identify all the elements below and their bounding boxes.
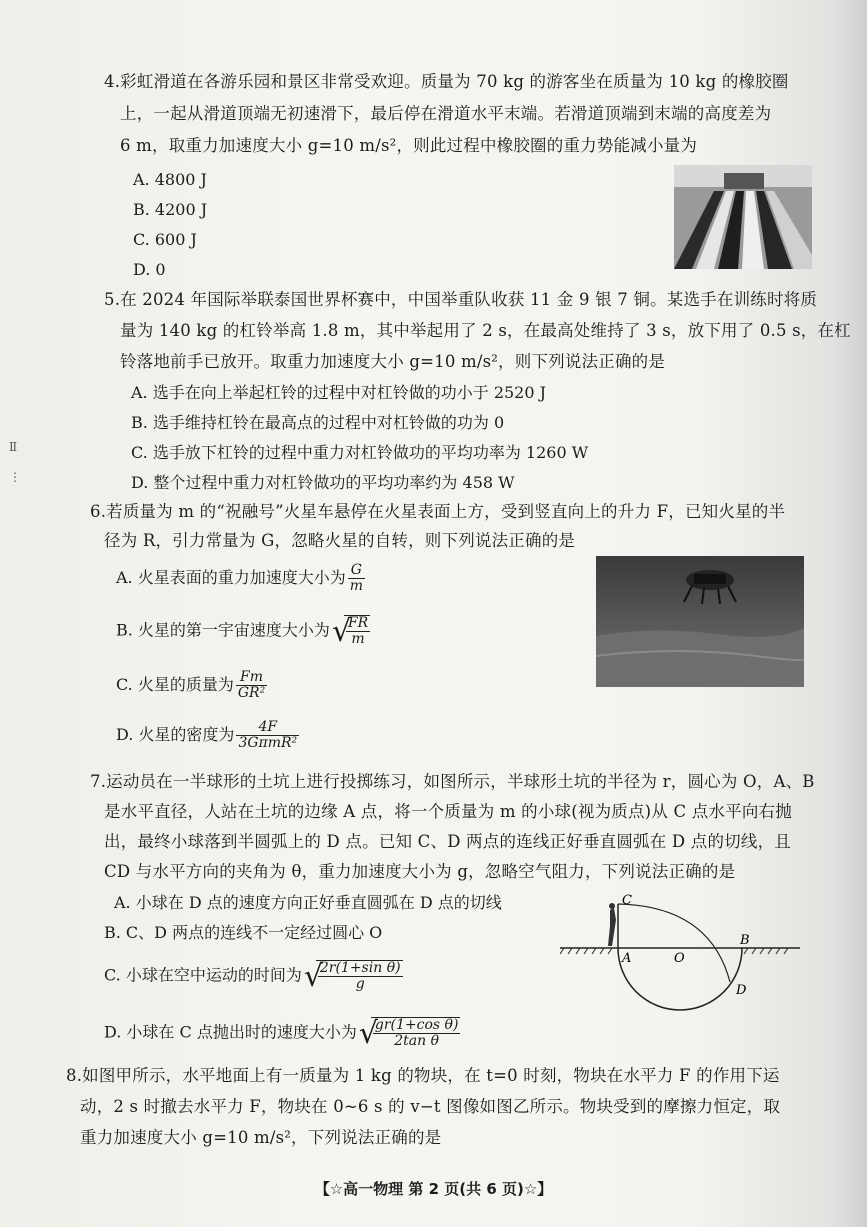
q7-line1: 7.运动员在一半球形的土坑上进行投掷练习，如图所示，半球形土坑的半径为 r，圆心为 O，A、B xyxy=(90,772,815,791)
label-d: D xyxy=(736,983,747,998)
q8-line3: 重力加速度大小 g=10 m/s²，下列说法正确的是 xyxy=(80,1128,442,1147)
q7-line4: CD 与水平方向的夹角为 θ，重力加速度大小为 g，忽略空气阻力，下列说法正确的是 xyxy=(104,862,736,881)
q6-option-c: C. 火星的质量为 $\frac{Fm}{\text{GR²}}$ xyxy=(116,669,266,701)
q4-option-b: B. 4200 J xyxy=(133,200,208,219)
rainbow-slide-photo xyxy=(674,165,812,269)
q4-line3: 6 m，取重力加速度大小 g=10 m/s²，则此过程中橡胶圈的重力势能减小量为 xyxy=(120,136,698,155)
hemisphere-pit-diagram xyxy=(560,890,800,1040)
q7-option-b: B. C、D 两点的连线不一定经过圆心 O xyxy=(104,923,383,942)
q6-line1: 6.若质量为 m 的“祝融号”火星车悬停在火星表面上方，受到竖直向上的升力 F，已知火星的半 xyxy=(90,502,786,521)
q7-line3: 出，最终小球落到半圆弧上的 D 点。已知 C、D 两点的连线正好垂直圆弧在 D 点的切线，且 xyxy=(104,832,791,851)
q5-line2: 量为 140 kg 的杠铃举高 1.8 m，其中举起用了 2 s，在最高处维持了 3 s，放下用了 0.5 s，在杠 xyxy=(120,321,851,340)
label-o: O xyxy=(674,951,685,966)
q5-line1: 5.在 2024 年国际举联泰国世界杯赛中，中国举重队收获 11 金 9 银 7 铜。某选手在训练时将质 xyxy=(104,290,818,309)
q4-line2: 上，一起从滑道顶端无初速滑下，最后停在滑道水平末端。若滑道顶端到末端的高度差为 xyxy=(120,104,772,123)
q5-line3: 铃落地前手已放开。取重力加速度大小 g=10 m/s²，则下列说法正确的是 xyxy=(120,352,666,371)
label-a: A xyxy=(622,951,632,966)
q4-option-a: A. 4800 J xyxy=(133,170,207,189)
q7-option-c: C. 小球在空中运动的时间为 √ $\frac{\text{2r(1+sin θ)}}{g}$ xyxy=(104,959,401,994)
q7-option-d: D. 小球在 C 点抛出时的速度大小为 √ $\frac{\text{gr(1+cos θ)}}{\text{2tan θ}}$ xyxy=(104,1016,459,1051)
label-c: C xyxy=(622,893,632,908)
q7-line2: 是水平直径，人站在土坑的边缘 A 点，将一个质量为 m 的小球(视为质点)从 C 点水平向右抛 xyxy=(104,802,792,821)
q6-option-a: A. 火星表面的重力加速度大小为 $\frac{G}{m}$ xyxy=(116,562,364,594)
page-footer: 【☆高一物理 第 2 页(共 6 页)☆】 xyxy=(314,1180,553,1198)
q4-line1: 4.彩虹滑道在各游乐园和景区非常受欢迎。质量为 70 kg 的游客坐在质量为 10 kg 的橡胶圈 xyxy=(104,72,789,91)
q5-option-d: D. 整个过程中重力对杠铃做功的平均功率约为 458 W xyxy=(131,473,515,492)
label-b: B xyxy=(740,933,750,948)
q8-line2: 动，2 s 时撤去水平力 F，物块在 0~6 s 的 v−t 图像如图乙所示。物块受到的摩擦力恒定，取 xyxy=(80,1097,781,1116)
q6-option-d: D. 火星的密度为 $\frac{4F}{\text{3GπmR²}}$ xyxy=(116,719,298,751)
mars-rover-photo xyxy=(596,556,804,687)
margin-mark: ⋮ xyxy=(9,470,21,484)
q6-option-b: B. 火星的第一宇宙速度大小为 √ $\frac{FR}{m}$ xyxy=(116,614,369,649)
q8-line1: 8.如图甲所示，水平地面上有一质量为 1 kg 的物块，在 t=0 时刻，物块在水平力 F 的作用下运 xyxy=(66,1066,780,1085)
q5-option-a: A. 选手在向上举起杠铃的过程中对杠铃做的功小于 2520 J xyxy=(131,383,547,402)
q7-option-a: A. 小球在 D 点的速度方向正好垂直圆弧在 D 点的切线 xyxy=(114,893,502,912)
q5-option-c: C. 选手放下杠铃的过程中重力对杠铃做功的平均功率为 1260 W xyxy=(131,443,589,462)
margin-mark: Ⅱ xyxy=(9,440,18,454)
q4-option-d: D. 0 xyxy=(133,260,166,279)
q6-line2: 径为 R，引力常量为 G，忽略火星的自转，则下列说法正确的是 xyxy=(104,531,576,550)
q5-option-b: B. 选手维持杠铃在最高点的过程中对杠铃做的功为 0 xyxy=(131,413,505,432)
q4-option-c: C. 600 J xyxy=(133,230,197,249)
